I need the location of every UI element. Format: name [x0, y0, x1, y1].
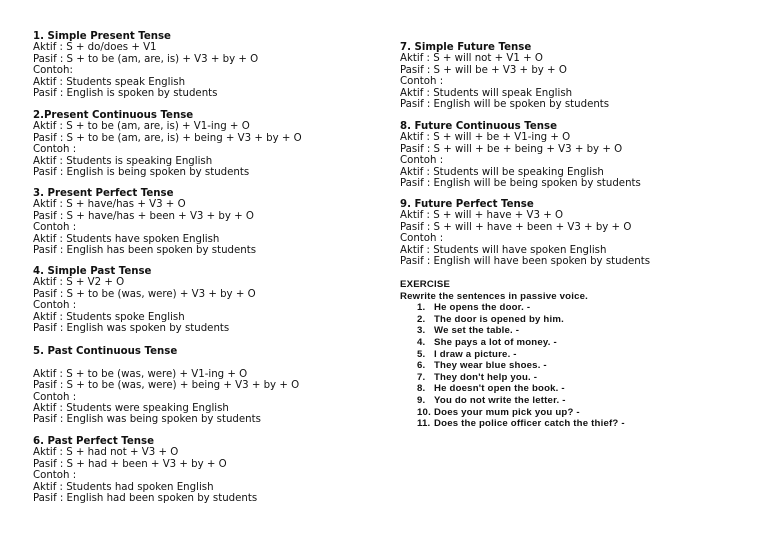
formula-line: Aktif : Students had spoken English [33, 481, 214, 493]
formula-line: Pasif : English has been spoken by students [33, 245, 257, 257]
tense-heading: 3. Present Perfect Tense [33, 188, 174, 199]
formula-line: Contoh : [33, 391, 77, 403]
exercise-item [400, 349, 625, 361]
formula-line: Pasif : S + to be (am, are, is) + V3 + by + O [33, 53, 259, 65]
exercise-item-text: They wear blue shoes. - [434, 360, 547, 372]
exercise-item [400, 325, 625, 337]
formula-line: Contoh : [400, 76, 444, 88]
exercise-item [400, 302, 625, 314]
formula-line: Aktif : S + will + have + V3 + O [400, 210, 563, 222]
exercise-item-text: He doesn't open the book. - [434, 383, 565, 395]
exercise-item-text: We set the table. - [434, 325, 520, 337]
formula-line: Pasif : S + will + be + being + V3 + by + O [400, 143, 623, 155]
formula-line: Pasif : English will have been spoken by students [400, 256, 651, 268]
formula-line: Aktif : S + V2 + O [33, 277, 125, 289]
exercise-item [400, 407, 625, 419]
exercise-item [400, 360, 625, 372]
exercise-item [400, 395, 625, 407]
exercise-item-number: 6. [417, 360, 426, 372]
formula-line: Pasif : S + to be (was, were) + V3 + by + O [33, 288, 256, 300]
formula-line: Aktif : Students will have spoken English [400, 244, 607, 256]
formula-line: Pasif : S + will + have + been + V3 + by + O [400, 221, 632, 233]
tense-heading: 6. Past Perfect Tense [33, 436, 154, 447]
exercise-item-text: He opens the door. - [434, 302, 531, 314]
exercise-item-number: 11. [417, 418, 431, 430]
formula-line: Aktif : S + have/has + V3 + O [33, 199, 186, 211]
formula-line: Pasif : English will be being spoken by students [400, 178, 641, 190]
tense-section [33, 31, 258, 99]
formula-line: Pasif : S + have/has + been + V3 + by + O [33, 210, 254, 222]
formula-line: Pasif : S + will be + V3 + by + O [400, 64, 567, 76]
tense-section [33, 188, 256, 256]
formula-line: Aktif : S + will not + V1 + O [400, 53, 543, 65]
formula-line: Contoh : [400, 233, 444, 245]
tense-heading: 8. Future Continuous Tense [400, 121, 557, 132]
formula-line: Pasif : English is spoken by students [33, 88, 218, 100]
formula-line: Pasif : English is being spoken by students [33, 167, 250, 179]
formula-line: Pasif : English will be spoken by students [400, 99, 610, 111]
exercise-item-number: 9. [417, 394, 426, 406]
exercise-item-number: 8. [417, 383, 426, 395]
exercise-item [400, 337, 625, 349]
formula-line: Aktif : Students spoke English [33, 311, 185, 323]
exercise-item-text: You do not write the letter. - [434, 394, 566, 406]
formula-line: Pasif : English was being spoken by students [33, 414, 261, 426]
tense-heading: 7. Simple Future Tense [400, 42, 532, 53]
formula-line: Aktif : Students were speaking English [33, 403, 229, 415]
formula-line: Contoh : [33, 222, 77, 234]
formula-line: Aktif : Students speak English [33, 76, 186, 88]
formula-line: Aktif : S + to be (am, are, is) + V1-ing + O [33, 121, 250, 133]
exercise-item-text: They don't help you. - [434, 371, 538, 383]
exercise-item [400, 418, 625, 430]
exercise-item-text: She pays a lot of money. - [434, 336, 557, 348]
tense-section [33, 346, 299, 426]
exercise-item-number: 3. [417, 325, 426, 337]
tense-heading: 9. Future Perfect Tense [400, 199, 534, 210]
formula-line: Contoh : [33, 300, 77, 312]
exercise-title: EXERCISE [400, 279, 451, 290]
exercise-item-number: 1. [417, 302, 426, 314]
tense-section [33, 266, 256, 334]
formula-line: Aktif : Students have spoken English [33, 233, 220, 245]
exercise-item [400, 314, 625, 326]
formula-line: Contoh : [400, 155, 444, 167]
formula-line: Aktif : S + will + be + V1-ing + O [400, 132, 571, 144]
tense-section [33, 436, 257, 504]
formula-line: Pasif : S + had + been + V3 + by + O [33, 458, 227, 470]
tense-heading: 2.Present Continuous Tense [33, 110, 194, 121]
exercise-item-text: Does your mum pick you up? - [434, 406, 580, 418]
tense-section [400, 121, 641, 189]
formula-line: Aktif : Students will speak English [400, 87, 573, 99]
tense-heading: 5. Past Continuous Tense [33, 346, 178, 357]
exercise-item-number: 5. [417, 348, 426, 360]
formula-line: Pasif : English had been spoken by students [33, 493, 258, 505]
formula-line: Aktif : Students is speaking English [33, 155, 213, 167]
exercise-item-number: 4. [417, 336, 426, 348]
formula-line: Pasif : S + to be (was, were) + being + V3 + by + O [33, 380, 300, 392]
formula-line: Contoh: [33, 65, 73, 77]
formula-line: Aktif : S + had not + V3 + O [33, 447, 179, 459]
tense-section [400, 199, 650, 267]
formula-line: Pasif : S + to be (am, are, is) + being + V3 + by + O [33, 132, 302, 144]
formula-line: Pasif : English was spoken by students [33, 323, 230, 335]
tense-heading: 4. Simple Past Tense [33, 266, 152, 277]
exercise-item-number: 2. [417, 313, 426, 325]
exercise-item-text: I draw a picture. - [434, 348, 517, 360]
exercise-item-number: 7. [417, 371, 426, 383]
tense-section [400, 42, 609, 110]
formula-line: Contoh : [33, 470, 77, 482]
exercise-list [400, 302, 625, 430]
exercise-item-number: 10. [417, 406, 431, 418]
tense-section [33, 110, 302, 178]
exercise-item [400, 372, 625, 384]
exercise-item [400, 383, 625, 395]
formula-line: Aktif : S + to be (was, were) + V1-ing + O [33, 368, 248, 380]
exercise-item-text: Does the police officer catch the thief? - [434, 418, 625, 430]
formula-line [33, 357, 299, 368]
tense-heading: 1. Simple Present Tense [33, 31, 171, 42]
exercise-section [400, 279, 625, 430]
exercise-item-text: The door is opened by him. [434, 313, 564, 325]
formula-line: Aktif : S + do/does + V1 [33, 42, 157, 54]
formula-line: Aktif : Students will be speaking English [400, 166, 604, 178]
formula-line: Contoh : [33, 144, 77, 156]
exercise-instruction: Rewrite the sentences in passive voice. [400, 290, 589, 302]
